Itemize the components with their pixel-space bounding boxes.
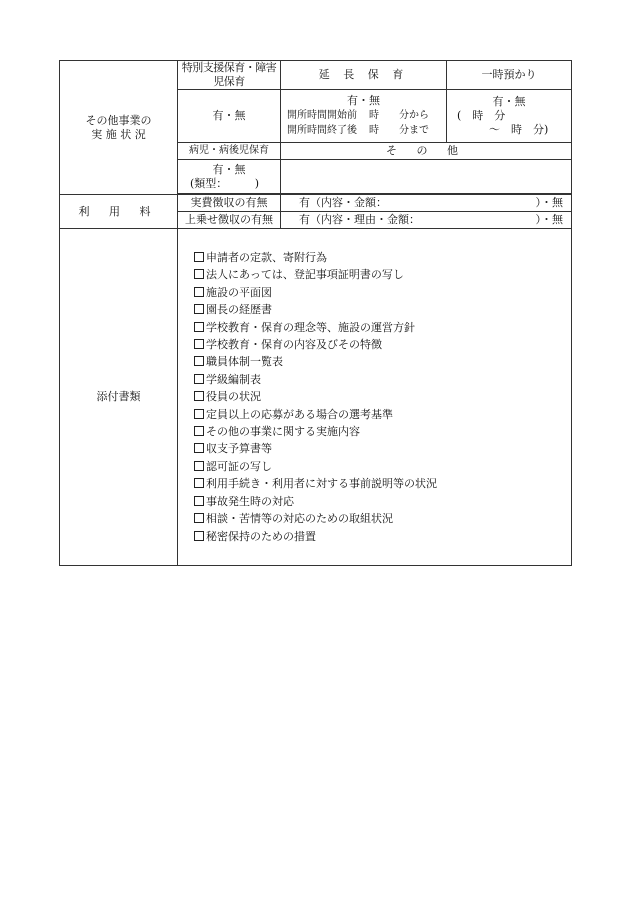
extended-care-value: 有・無 (347, 94, 380, 107)
attachment-item (194, 458, 571, 475)
temporary-care-cell (447, 90, 572, 143)
extended-care-before-line (281, 108, 446, 123)
attachment-item-label: 相談・苦情等の対応のための取組状況 (206, 512, 393, 526)
attachment-item (194, 440, 571, 457)
checkbox-icon[interactable] (194, 426, 204, 436)
attachment-item-label: 役員の状況 (206, 390, 261, 404)
temporary-care-header: 一時預かり (447, 61, 572, 90)
fee-surcharge-label: 上乗せ徴収の有無 (178, 212, 281, 229)
checkbox-icon[interactable] (194, 496, 204, 506)
checkbox-icon[interactable] (194, 374, 204, 384)
checkbox-icon[interactable] (194, 287, 204, 297)
checkbox-icon[interactable] (194, 461, 204, 471)
attachment-item-label: 園長の経歴書 (206, 303, 272, 317)
extended-care-after-line (281, 123, 446, 138)
attachment-item-label: 収支予算書等 (206, 442, 272, 456)
fee-surcharge-right: ）・無 (535, 213, 563, 226)
checkbox-icon[interactable] (194, 356, 204, 366)
fees-label: 利 用 料 (60, 195, 178, 229)
attachment-item (194, 528, 571, 545)
attachment-item (194, 475, 571, 492)
checkbox-icon[interactable] (194, 304, 204, 314)
attachment-item-label: 申請者の定款、寄附行為 (206, 251, 327, 264)
fee-actual-cost-right: ）・無 (535, 196, 563, 209)
checkbox-icon[interactable] (194, 478, 204, 488)
attachment-item-label: 事故発生時の対応 (206, 494, 294, 508)
attachment-item-label: その他の事業に関する実施内容 (206, 425, 360, 439)
attachment-item-label: 学校教育・保育の理念等、施設の運営方針 (206, 320, 415, 334)
temporary-care-value: 有・無 (492, 95, 526, 108)
other-services-label-line2: 実 施 状 況 (91, 127, 146, 141)
fee-actual-cost-left: 有（内容・金額： (299, 196, 387, 209)
attachment-item (194, 284, 571, 301)
checkbox-icon[interactable] (194, 531, 204, 541)
attachment-item-label: 利用手続き・利用者に対する事前説明等の状況 (206, 477, 437, 491)
attachment-item-label: 認可証の写し (206, 459, 272, 473)
temporary-care-time-start: ( 時 分 (457, 109, 506, 122)
attachment-item-label: 職員体制一覧表 (206, 355, 283, 369)
checkbox-icon[interactable] (194, 322, 204, 332)
attachment-item (194, 319, 571, 336)
attachment-item (194, 353, 571, 370)
attachments-label: 添付書類 (60, 229, 178, 566)
fee-surcharge-value (281, 212, 572, 229)
extended-care-cell (281, 90, 447, 143)
attachment-item (194, 336, 571, 353)
checkbox-icon[interactable] (194, 391, 204, 401)
before-label: 開所時間開始前 (287, 110, 357, 121)
checkbox-icon[interactable] (194, 409, 204, 419)
attachment-item (194, 493, 571, 510)
extended-care-header: 延 長 保 育 (281, 61, 447, 90)
fee-surcharge-left: 有（内容・理由・金額： (299, 213, 420, 226)
fee-actual-cost-label: 実費徴収の有無 (178, 195, 281, 212)
before-hour-unit: 時 (369, 110, 379, 121)
checkbox-icon[interactable] (194, 513, 204, 523)
sick-child-care-type: (類型： ) (190, 176, 260, 190)
attachment-item-label: 学校教育・保育の内容及びその特徴 (206, 338, 382, 352)
attachment-item (194, 388, 571, 405)
after-hour-unit: 時 (369, 125, 379, 136)
other-value-cell (281, 160, 572, 194)
sick-child-care-cell (178, 160, 281, 194)
attachments-list (178, 229, 572, 566)
after-label: 開所時間終了後 (287, 125, 357, 136)
attachment-item (194, 510, 571, 527)
special-care-header: 特別支援保育・障害児保育 (178, 61, 281, 90)
attachment-item-label: 施設の平面図 (206, 285, 272, 299)
before-minute-unit: 分から (399, 110, 429, 121)
checkbox-icon[interactable] (194, 339, 204, 349)
sick-child-care-header: 病児・病後児保育 (178, 143, 281, 160)
attachment-item (194, 423, 571, 440)
attachment-item (194, 266, 571, 283)
checkbox-icon[interactable] (194, 269, 204, 279)
attachment-item (194, 301, 571, 318)
attachment-item-label: 法人にあっては、登記事項証明書の写し (206, 268, 404, 282)
attachment-item (194, 371, 571, 388)
attachment-item (194, 249, 571, 266)
other-header: そ の 他 (281, 143, 572, 160)
checkbox-icon[interactable] (194, 252, 204, 262)
attachment-item-label: 定員以上の応募がある場合の選考基準 (206, 407, 393, 421)
attachment-item (194, 406, 571, 423)
temporary-care-time-end: 〜 時 分) (489, 123, 549, 136)
application-form-table (59, 60, 572, 566)
other-services-label (60, 61, 178, 195)
other-services-label-line1: その他事業の (85, 113, 152, 127)
fee-actual-cost-value (281, 195, 572, 212)
attachment-item-label: 学級編制表 (206, 372, 261, 386)
attachment-items (178, 229, 571, 565)
sick-child-care-value: 有・無 (212, 162, 246, 176)
attachment-item-label: 秘密保持のための措置 (206, 529, 316, 543)
special-care-value: 有・無 (178, 90, 281, 143)
after-minute-unit: 分まで (399, 125, 429, 136)
checkbox-icon[interactable] (194, 443, 204, 453)
